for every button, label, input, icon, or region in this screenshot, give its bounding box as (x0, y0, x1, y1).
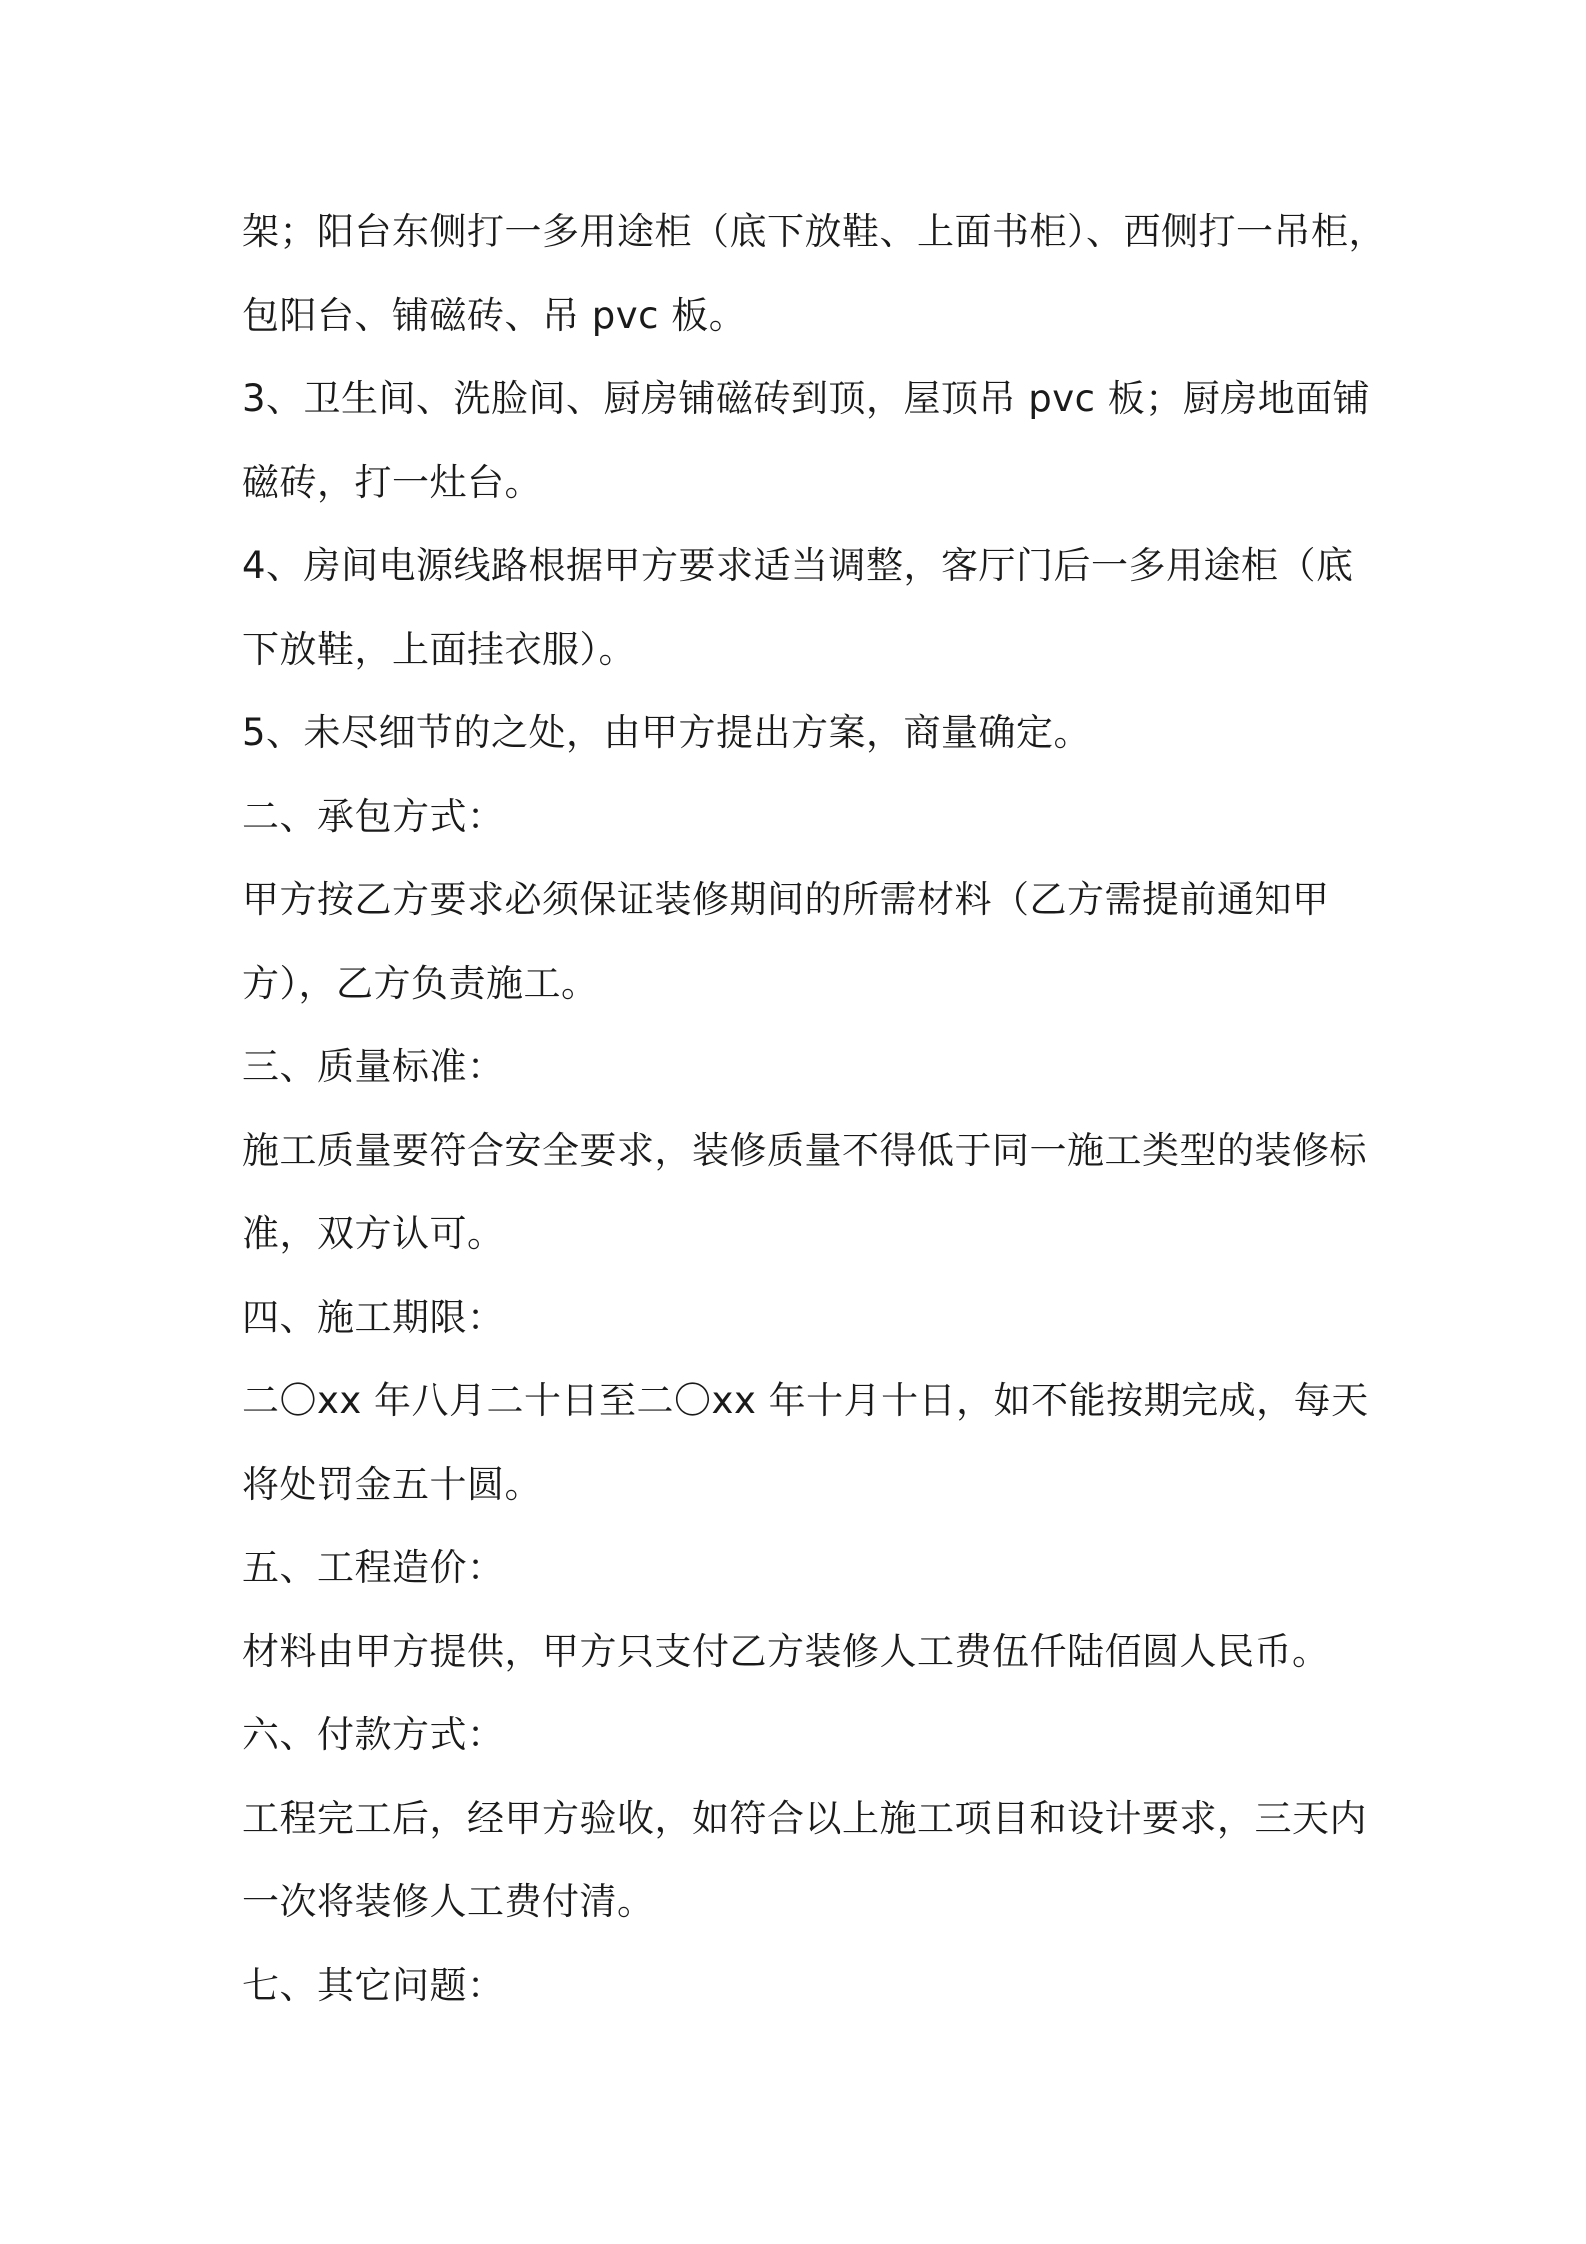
text-line: 一次将装修人工费付清。 (242, 1880, 655, 1923)
text-line: 材料由甲方提供，甲方只支付乙方装修人工费伍仟陆佰圆人民币。 (242, 1629, 1330, 1673)
text-line: 甲方按乙方要求必须保证装修期间的所需材料（乙方需提前通知甲 (242, 878, 1330, 921)
text-line: 方），乙方负责施工。 (242, 961, 599, 1005)
text-line: 包阳台、铺磁砖、吊 pvc 板。 (242, 293, 747, 337)
section-heading: 七、其它问题： (242, 1963, 505, 2007)
text-line: 磁砖，打一灶台。 (242, 460, 542, 504)
section-heading: 五、工程造价： (242, 1546, 505, 1589)
document-body (242, 190, 1386, 2027)
section-heading: 六、付款方式： (242, 1713, 505, 1756)
section-heading: 三、质量标准： (242, 1045, 505, 1088)
text-line: 将处罚金五十圆。 (242, 1462, 542, 1506)
text-line: 二〇xx 年八月二十日至二〇xx 年十月十日，如不能按期完成，每天 (242, 1379, 1369, 1422)
text-line: 架；阳台东侧打一多用途柜（底下放鞋、上面书柜）、西侧打一吊柜， (242, 210, 1386, 253)
section-heading: 二、承包方式： (242, 794, 505, 838)
text-line: 下放鞋，上面挂衣服）。 (242, 627, 636, 671)
text-line: 工程完工后，经甲方验收，如符合以上施工项目和设计要求，三天内 (242, 1796, 1367, 1840)
text-line: 4、房间电源线路根据甲方要求适当调整，客厅门后一多用途柜（底 (242, 544, 1354, 587)
text-line: 3、卫生间、洗脸间、厨房铺磁砖到顶，屋顶吊 pvc 板；厨房地面铺 (242, 377, 1371, 420)
text-line: 准，双方认可。 (242, 1212, 505, 1255)
text-line: 施工质量要符合安全要求，装修质量不得低于同一施工类型的装修标 (242, 1128, 1367, 1172)
section-heading: 四、施工期限： (242, 1295, 505, 1339)
text-line: 5、未尽细节的之处，由甲方提出方案，商量确定。 (242, 711, 1092, 754)
